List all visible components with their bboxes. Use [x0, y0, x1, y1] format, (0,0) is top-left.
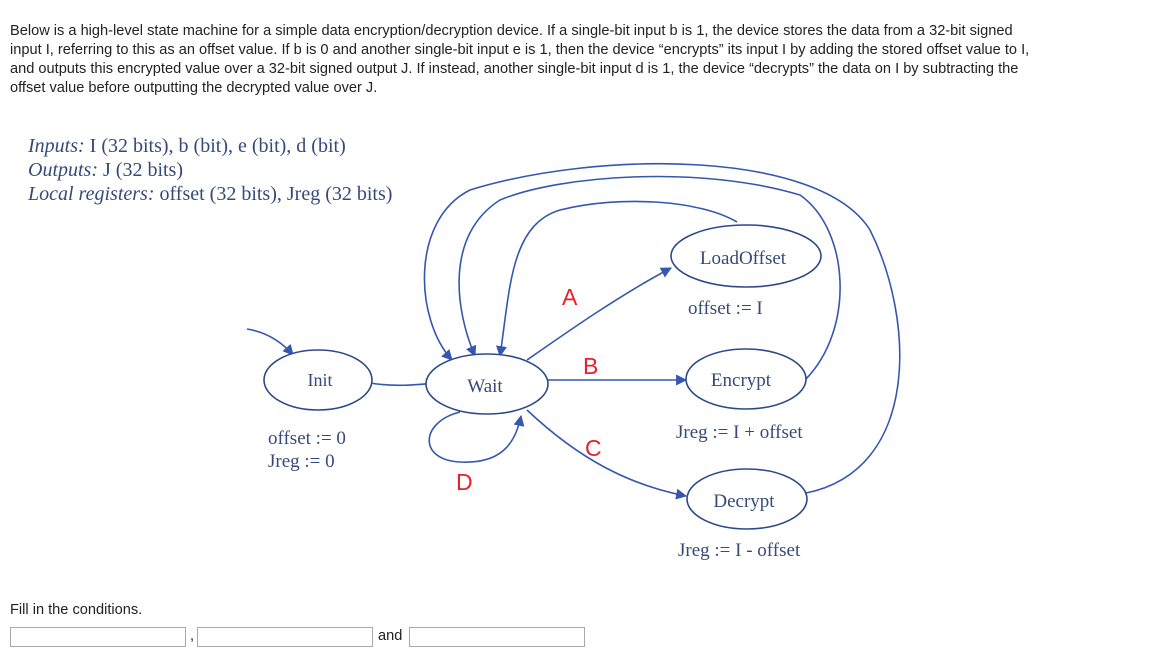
fill-in-prompt: Fill in the conditions.	[10, 602, 143, 618]
condition-answer-1[interactable]	[10, 627, 186, 647]
separator-comma: ,	[190, 628, 195, 644]
state-wait	[426, 354, 548, 414]
initial-arrow	[247, 329, 293, 355]
inputs-label: Inputs:	[28, 135, 85, 157]
condition-answer-2[interactable]	[197, 627, 373, 647]
transition-label-a: A	[562, 284, 578, 310]
locals-declaration	[27, 183, 392, 205]
locals-label: Local registers:	[28, 183, 155, 205]
state-encrypt	[686, 349, 806, 409]
transition-label-d: D	[456, 469, 473, 495]
outputs-declaration	[28, 159, 183, 181]
outputs-value: J (32 bits)	[98, 159, 183, 181]
declarations	[27, 135, 392, 205]
state-loadoffset	[671, 225, 821, 287]
intro-line: offset value before outputting the decrypted value over J.	[10, 80, 378, 96]
state-encrypt-name: Encrypt	[710, 370, 772, 391]
wait-to-decrypt-arrow	[527, 410, 686, 496]
decrypt-to-wait-arrow	[424, 164, 899, 493]
transition-label-c: C	[585, 435, 602, 461]
outputs-label: Outputs:	[28, 159, 98, 181]
inputs-declaration	[27, 135, 346, 157]
intro-line: Below is a high-level state machine for a simple data encryption/decryption device. If a single-bit input b is 1, the device stores the data from a 32-bit signed	[10, 23, 1013, 39]
condition-answer-3[interactable]	[409, 627, 585, 647]
state-init-name: Init	[307, 370, 333, 390]
intro-line: and outputs this encrypted value over a 32-bit signed output J. If instead, another single-bit input d is 1, the device “decrypts” the data on I by subtracting the	[10, 61, 1019, 77]
state-decrypt	[687, 469, 807, 529]
inputs-value: I (32 bits), b (bit), e (bit), d (bit)	[84, 135, 346, 157]
init-action-jreg: Jreg := 0	[268, 451, 335, 472]
loadoffset-action: offset := I	[688, 298, 763, 319]
transition-label-b: B	[583, 353, 599, 379]
wait-self-loop-arrow	[429, 412, 521, 462]
separator-and: and	[378, 628, 403, 644]
decrypt-action: Jreg := I - offset	[678, 540, 801, 561]
state-loadoffset-name: LoadOffset	[699, 248, 787, 269]
encrypt-action: Jreg := I + offset	[676, 422, 803, 443]
intro-line: input I, referring to this as an offset value. If b is 0 and another single-bit input e is 1, then the device “encrypts” its input I by adding the stored offset value to I,	[10, 42, 1030, 58]
locals-value: offset (32 bits), Jreg (32 bits)	[154, 183, 393, 205]
init-action-offset: offset := 0	[268, 428, 346, 449]
state-init	[264, 350, 372, 410]
state-wait-name: Wait	[467, 376, 503, 397]
wait-to-loadoffset-arrow	[527, 268, 671, 360]
state-decrypt-name: Decrypt	[713, 491, 775, 512]
